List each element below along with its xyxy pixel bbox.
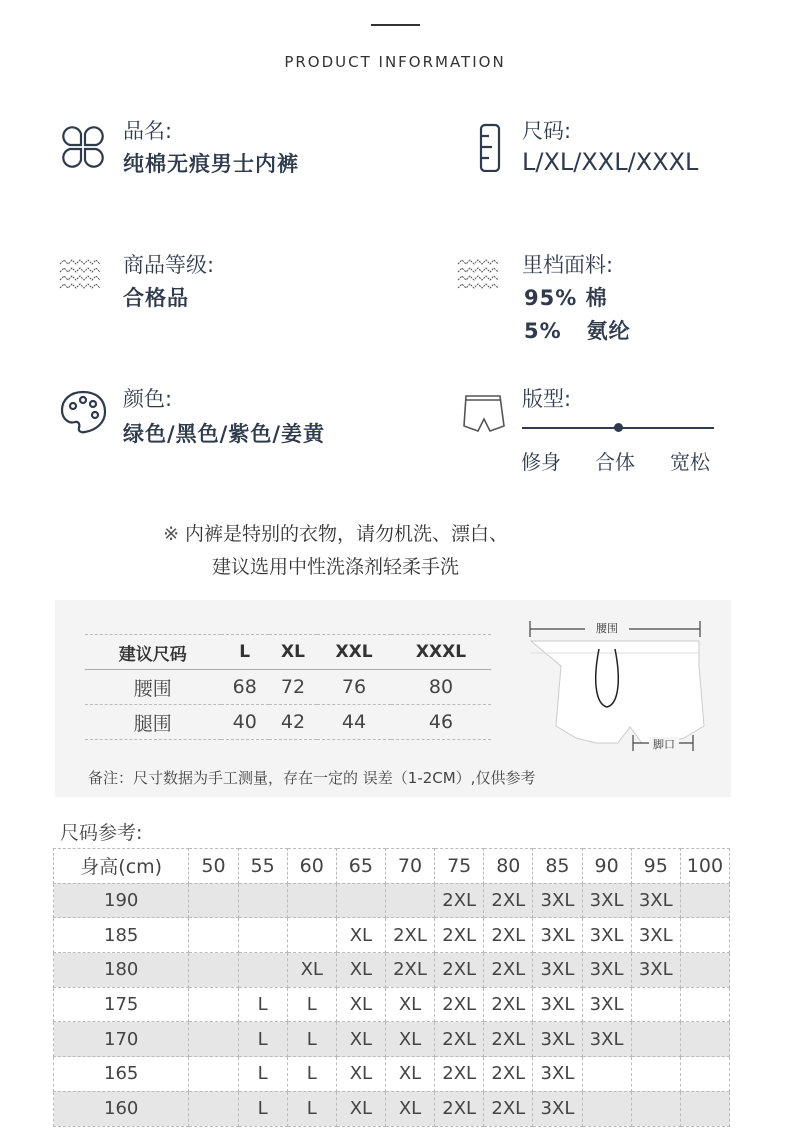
asterisk-icon: ※ — [163, 523, 179, 545]
table-cell — [582, 1057, 631, 1092]
color-value: 绿色/黑色/紫色/姜黄 — [123, 422, 326, 446]
table-row — [54, 918, 730, 953]
fit-label: 版型: — [522, 387, 572, 411]
table-cell: 3XL — [631, 883, 680, 918]
table-cell: 2XL — [385, 953, 434, 988]
row-label: 175 — [54, 987, 189, 1022]
care-note — [163, 518, 509, 584]
table-cell: 44 — [341, 711, 367, 733]
header-cell: 55 — [238, 849, 287, 884]
table-cell: 3XL — [631, 953, 680, 988]
table-cell — [189, 918, 238, 953]
table-cell — [680, 953, 729, 988]
table-cell: 2XL — [435, 883, 484, 918]
table-cell: 3XL — [533, 1022, 582, 1057]
header-cell: 70 — [385, 849, 434, 884]
table-cell: L — [287, 987, 336, 1022]
table-cell: L — [238, 987, 287, 1022]
table-cell: L — [238, 1091, 287, 1126]
header-cell: 85 — [533, 849, 582, 884]
table-cell: XL — [336, 1091, 385, 1126]
palette-icon — [58, 386, 108, 436]
header-cell: L — [239, 642, 251, 662]
table-cell: XL — [336, 918, 385, 953]
table-cell: 3XL — [533, 1057, 582, 1092]
table-header-row — [54, 849, 730, 884]
name-value: 纯棉无痕男士内裤 — [123, 152, 299, 176]
table-cell: 2XL — [484, 918, 533, 953]
table-cell: 3XL — [582, 1022, 631, 1057]
underwear-diagram — [525, 615, 705, 765]
row-label: 165 — [54, 1057, 189, 1092]
table-cell — [680, 1091, 729, 1126]
table-cell: 3XL — [533, 918, 582, 953]
table-cell: 40 — [232, 711, 257, 733]
row-label: 腰围 — [133, 677, 172, 700]
table-cell: 2XL — [435, 1091, 484, 1126]
page-title: PRODUCT INFORMATION — [284, 53, 506, 71]
table-cell: 80 — [428, 676, 454, 698]
fit-option-loose: 宽松 — [670, 450, 710, 474]
header-cell: 60 — [287, 849, 336, 884]
table-cell — [238, 953, 287, 988]
table-cell: 3XL — [631, 918, 680, 953]
header-cell: 100 — [680, 849, 729, 884]
table-cell: 2XL — [484, 953, 533, 988]
table-cell: 2XL — [385, 918, 434, 953]
header-cell: 95 — [631, 849, 680, 884]
header-cell: XL — [280, 642, 305, 662]
row-label: 170 — [54, 1022, 189, 1057]
size-value: L/XL/XXL/XXXL — [522, 148, 699, 176]
table-cell — [189, 883, 238, 918]
header-cell: 身高(cm) — [54, 849, 189, 884]
table-header-row — [85, 635, 491, 670]
header-cell: XXL — [335, 642, 373, 662]
table-cell — [189, 953, 238, 988]
table-cell: 2XL — [435, 953, 484, 988]
fit-slider-marker — [614, 423, 623, 432]
table-cell: XL — [287, 953, 336, 988]
ruler-icon — [470, 122, 520, 172]
table-cell — [385, 883, 434, 918]
table-cell: 3XL — [582, 918, 631, 953]
table-cell: XL — [385, 1022, 434, 1057]
header-cell: 65 — [336, 849, 385, 884]
table-cell — [287, 918, 336, 953]
table-cell — [582, 1091, 631, 1126]
waist-label: 腰围 — [596, 622, 618, 635]
table-cell: XL — [385, 1057, 434, 1092]
header-cell: XXXL — [415, 642, 467, 662]
table-cell: 2XL — [435, 1057, 484, 1092]
table-cell — [189, 1091, 238, 1126]
table-cell: 3XL — [533, 953, 582, 988]
table-cell — [680, 1057, 729, 1092]
table-cell: 2XL — [484, 883, 533, 918]
header-cell: 80 — [484, 849, 533, 884]
table-row — [54, 953, 730, 988]
row-label: 190 — [54, 883, 189, 918]
table-row — [85, 670, 491, 705]
table-cell: 3XL — [533, 883, 582, 918]
table-cell — [287, 883, 336, 918]
underwear-icon — [456, 390, 506, 440]
table-cell: 3XL — [533, 987, 582, 1022]
size-chart-table — [85, 634, 491, 740]
table-cell: 3XL — [582, 883, 631, 918]
table-cell — [189, 987, 238, 1022]
fabric-cotton: 95% 棉 — [524, 286, 608, 310]
table-cell: 3XL — [582, 953, 631, 988]
table-cell — [631, 1022, 680, 1057]
size-remark: 备注：尺寸数据为手工测量，存在一定的 误差（1-2CM）,仅供参考 — [88, 769, 536, 787]
top-divider — [371, 24, 420, 26]
name-label: 品名: — [123, 119, 173, 143]
table-cell: XL — [336, 953, 385, 988]
row-label: 185 — [54, 918, 189, 953]
table-cell: 2XL — [435, 987, 484, 1022]
table-cell — [189, 1057, 238, 1092]
color-label: 颜色: — [123, 387, 173, 411]
table-cell: 3XL — [533, 1091, 582, 1126]
size-reference-table — [53, 848, 730, 1127]
table-cell — [189, 1022, 238, 1057]
table-row — [54, 987, 730, 1022]
reference-title: 尺码参考: — [60, 822, 143, 844]
table-cell: 76 — [341, 676, 367, 698]
row-label: 180 — [54, 953, 189, 988]
table-cell: 72 — [280, 676, 306, 698]
leg-label: 脚口 — [653, 738, 675, 751]
clover-icon — [58, 122, 108, 172]
fabric-texture-icon — [456, 250, 506, 300]
fit-option-regular: 合体 — [595, 450, 635, 474]
table-cell: 2XL — [484, 1022, 533, 1057]
row-label: 腿围 — [133, 712, 172, 735]
fabric-label: 里档面料: — [522, 253, 614, 277]
table-cell: 2XL — [484, 987, 533, 1022]
table-cell: XL — [336, 1057, 385, 1092]
table-cell: 42 — [280, 711, 306, 733]
table-cell: L — [287, 1022, 336, 1057]
table-row — [54, 1057, 730, 1092]
grade-label: 商品等级: — [123, 253, 215, 277]
table-cell: 46 — [428, 711, 454, 733]
table-cell — [336, 883, 385, 918]
fabric-texture-icon — [58, 250, 108, 300]
header-cell: 75 — [435, 849, 484, 884]
fit-option-slim: 修身 — [521, 450, 561, 474]
table-cell: XL — [336, 1022, 385, 1057]
table-cell: 3XL — [582, 987, 631, 1022]
table-cell: L — [238, 1057, 287, 1092]
table-cell: XL — [385, 987, 434, 1022]
table-row — [85, 705, 491, 740]
table-row — [54, 1091, 730, 1126]
grade-value: 合格品 — [123, 286, 189, 310]
row-label: 160 — [54, 1091, 189, 1126]
header-cell: 50 — [189, 849, 238, 884]
table-cell — [238, 883, 287, 918]
table-cell: 2XL — [435, 1022, 484, 1057]
table-cell: L — [287, 1091, 336, 1126]
fabric-spandex: 5% 氨纶 — [524, 319, 631, 343]
table-cell: XL — [336, 987, 385, 1022]
table-row — [54, 883, 730, 918]
header-cell: 建议尺码 — [118, 644, 187, 665]
table-cell: 2XL — [484, 1091, 533, 1126]
table-cell: L — [287, 1057, 336, 1092]
care-note-line1: 内裤是特别的衣物，请勿机洗、漂白、 — [185, 523, 509, 545]
table-cell: 2XL — [484, 1057, 533, 1092]
table-cell — [680, 918, 729, 953]
table-cell — [680, 987, 729, 1022]
table-cell — [631, 1057, 680, 1092]
table-cell: 68 — [232, 676, 257, 698]
table-cell: XL — [385, 1091, 434, 1126]
table-cell — [238, 918, 287, 953]
table-row — [54, 1022, 730, 1057]
table-cell: 2XL — [435, 918, 484, 953]
table-cell — [631, 1091, 680, 1126]
table-cell — [631, 987, 680, 1022]
table-cell — [680, 883, 729, 918]
table-cell — [680, 1022, 729, 1057]
header-cell: 90 — [582, 849, 631, 884]
care-note-line2: 建议选用中性洗涤剂轻柔手洗 — [212, 556, 460, 578]
size-label: 尺码: — [522, 119, 572, 143]
table-cell: L — [238, 1022, 287, 1057]
